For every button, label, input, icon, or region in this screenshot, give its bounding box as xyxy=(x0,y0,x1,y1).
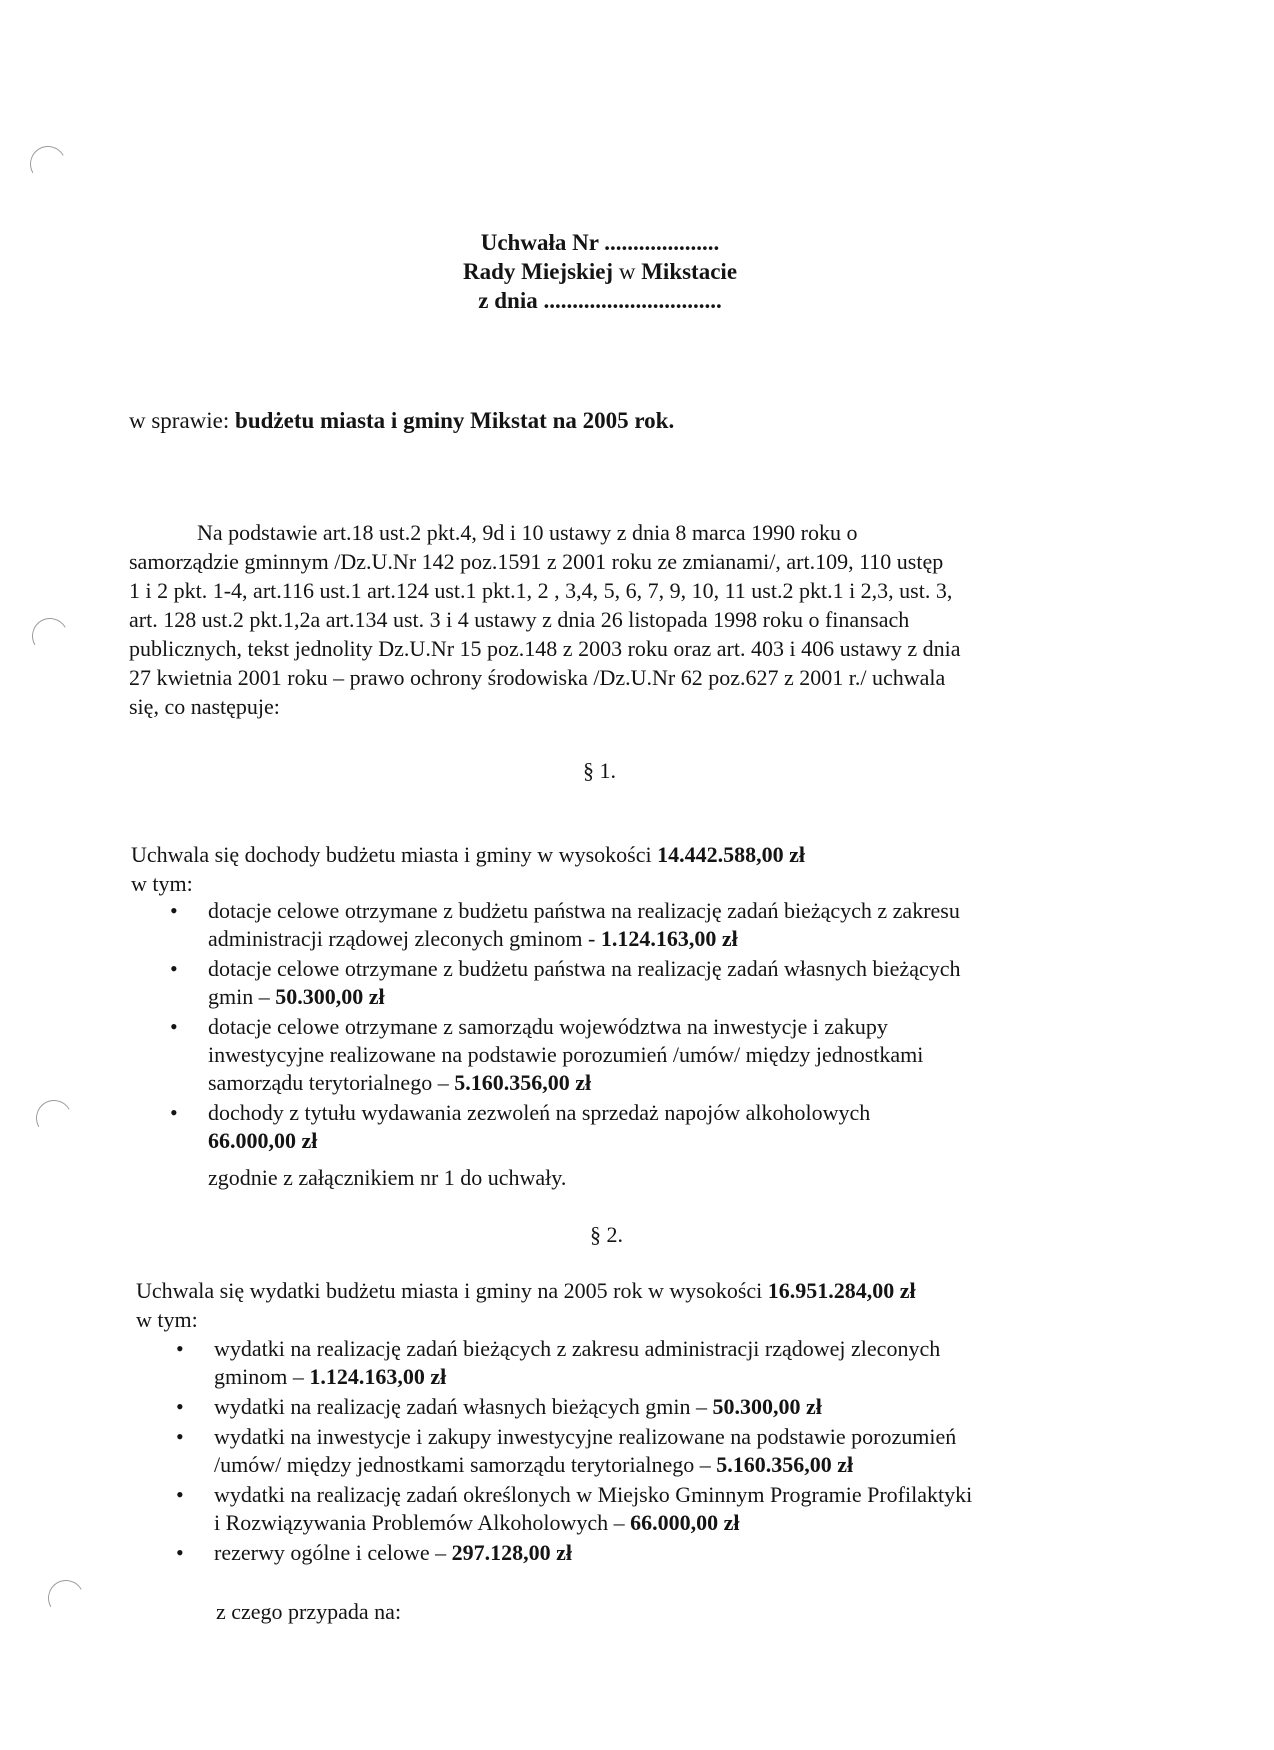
expenditure-items-list xyxy=(178,1335,1078,1569)
subject-title: budżetu miasta i gminy Mikstat na 2005 rok. xyxy=(235,408,675,433)
section-2-intro: Uchwala się wydatki budżetu miasta i gminy na 2005 rok w wysokości 16.951.284,00 zł w tym: xyxy=(136,1278,916,1332)
punch-hole-mark xyxy=(32,1096,76,1140)
paragraph-line: 1 i 2 pkt. 1-4, art.116 ust.1 art.124 ust.1 pkt.1, 2 , 3,4, 5, 6, 7, 9, 10, 11 ust.2 pkt.1 i 2,3, ust. 3, xyxy=(129,578,953,603)
section-2-marker: § 2. xyxy=(590,1222,623,1247)
list-item: • rezerwy ogólne i celowe – 297.128,00 zł xyxy=(178,1539,1078,1567)
list-item: • wydatki na realizację zadań bieżących z zakresu administracji rządowej zleconych gminom – 1.124.163,00 zł xyxy=(178,1335,1078,1391)
total-income-amount: 14.442.588,00 zł xyxy=(657,842,805,867)
list-item: • dotacje celowe otrzymane z budżetu państwa na realizację zadań własnych bieżących gmin – 50.300,00 zł xyxy=(172,955,1072,1011)
section-1-marker: § 1. xyxy=(583,758,616,783)
list-item: • wydatki na inwestycje i zakupy inwestycyjne realizowane na podstawie porozumień /umów/ między jednostkami samorządu terytorialnego – 5.160.356,00 zł xyxy=(178,1423,1078,1479)
paragraph-line: art. 128 ust.2 pkt.1,2a art.134 ust. 3 i 4 ustawy z dnia 26 listopada 1998 roku o finansach xyxy=(129,607,910,632)
punch-hole-mark xyxy=(28,614,72,658)
council-name: Rady Miejskiej w Mikstacie xyxy=(462,259,738,284)
legal-basis-paragraph xyxy=(129,518,1079,721)
resolution-date: z dnia ............................... xyxy=(478,288,722,313)
resolution-subject: w sprawie: budżetu miasta i gminy Mikstat na 2005 rok. xyxy=(129,408,675,433)
income-items-list xyxy=(172,897,1072,1157)
list-item: • wydatki na realizację zadań własnych bieżących gmin – 50.300,00 zł xyxy=(178,1393,1078,1421)
list-item: • dochody z tytułu wydawania zezwoleń na sprzedaż napojów alkoholowych 66.000,00 zł xyxy=(172,1099,1072,1155)
paragraph-line: 27 kwietnia 2001 roku – prawo ochrony środowiska /Dz.U.Nr 62 poz.627 z 2001 r./ uchwala xyxy=(129,665,946,690)
attachment-note: zgodnie z załącznikiem nr 1 do uchwały. xyxy=(208,1165,567,1190)
resolution-header xyxy=(380,228,820,315)
paragraph-line: się, co następuje: xyxy=(129,694,280,719)
resolution-number: Uchwała Nr .................... xyxy=(480,230,720,255)
paragraph-line: publicznych, tekst jednolity Dz.U.Nr 15 poz.148 z 2003 roku oraz art. 403 i 406 ustawy z dnia xyxy=(129,636,961,661)
punch-hole-mark xyxy=(44,1576,88,1620)
punch-hole-mark xyxy=(26,142,70,186)
list-item: • wydatki na realizację zadań określonych w Miejsko Gminnym Programie Profilaktyki i Rozwiązywania Problemów Alkoholowych – 66.000,00 zł xyxy=(178,1481,1078,1537)
breakdown-note: z czego przypada na: xyxy=(216,1599,402,1624)
paragraph-line: samorządzie gminnym /Dz.U.Nr 142 poz.1591 z 2001 roku ze zmianami/, art.109, 110 ustęp xyxy=(129,549,944,574)
total-expenditure-amount: 16.951.284,00 zł xyxy=(767,1278,916,1303)
list-item: • dotacje celowe otrzymane z samorządu województwa na inwestycje i zakupy inwestycyjne realizowane na podstawie porozumień /umów/ między jednostkami samorządu terytorialnego – 5.160.356,00 zł xyxy=(172,1013,1072,1097)
section-1-intro: Uchwala się dochody budżetu miasta i gminy w wysokości 14.442.588,00 zł w tym: xyxy=(131,842,805,896)
list-item: • dotacje celowe otrzymane z budżetu państwa na realizację zadań bieżących z zakresu administracji rządowej zleconych gminom - 1.124.163,00 zł xyxy=(172,897,1072,953)
paragraph-line: Na podstawie art.18 ust.2 pkt.4, 9d i 10 ustawy z dnia 8 marca 1990 roku o xyxy=(197,520,858,545)
